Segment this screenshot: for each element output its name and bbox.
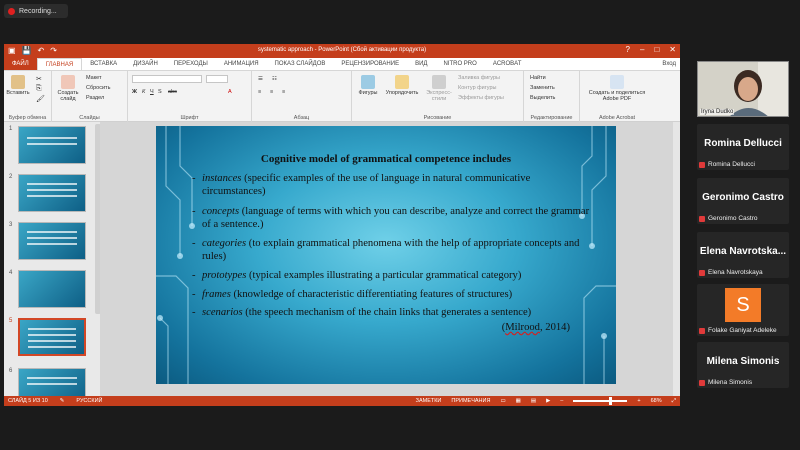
- slide-thumbnail-5[interactable]: [18, 318, 86, 356]
- normal-view-icon[interactable]: ▭: [500, 398, 506, 404]
- close-icon[interactable]: ✕: [669, 45, 676, 54]
- tab-insert[interactable]: ВСТАВКА: [90, 61, 118, 67]
- clipboard-group: [4, 71, 52, 122]
- slides-group-label: Слайды: [79, 115, 100, 121]
- zoom-slider-knob[interactable]: [609, 397, 612, 405]
- maximize-icon[interactable]: □: [654, 45, 660, 54]
- zoom-level[interactable]: 68%: [650, 398, 662, 404]
- slide-bullet: - frames (knowledge of characteristic differentiating features of structures): [192, 289, 513, 300]
- pdf-icon: [610, 75, 624, 89]
- participant-display-name: Elena Navrotska...: [699, 246, 787, 257]
- slide-bullet: - instances (specific examples of the use of language in natural communicative circumstances): [192, 173, 531, 197]
- mic-muted-icon: [699, 380, 705, 386]
- slide-counter: СЛАЙД 5 ИЗ 10: [8, 398, 48, 404]
- bullet-text: (to explain grammatical phenomena with the help of appropriate concepts and rules): [202, 238, 580, 262]
- copy-icon[interactable]: ⎘: [36, 85, 42, 92]
- strikethrough-icon[interactable]: abc: [168, 89, 177, 95]
- participant-name: Romina Dellucci: [708, 161, 755, 168]
- tab-review[interactable]: РЕЦЕНЗИРОВАНИЕ: [341, 61, 400, 67]
- shapes-button[interactable]: [354, 75, 382, 96]
- tab-view[interactable]: ВИД: [415, 61, 428, 67]
- citation-open: (: [501, 322, 506, 333]
- editing-group: [524, 71, 580, 122]
- thumb-number: 5: [9, 318, 13, 324]
- minimize-icon[interactable]: –: [640, 45, 645, 54]
- reading-view-icon[interactable]: ▤: [530, 398, 537, 404]
- sorter-view-icon[interactable]: ▦: [515, 398, 521, 404]
- mic-muted-icon: [699, 328, 705, 334]
- thumb-number: 3: [9, 222, 13, 228]
- cut-icon[interactable]: ✂: [36, 76, 42, 83]
- tab-slideshow[interactable]: ПОКАЗ СЛАЙДОВ: [274, 61, 326, 67]
- arrange-label: Упорядочить: [385, 90, 419, 96]
- align-left-icon[interactable]: ≡: [258, 89, 262, 95]
- tab-acrobat[interactable]: ACROBAT: [492, 61, 522, 67]
- new-slide-label: Создать слайд: [57, 90, 79, 102]
- font-family-select[interactable]: [132, 75, 202, 83]
- editor-scrollbar[interactable]: [673, 122, 680, 396]
- window-controls: [626, 45, 676, 54]
- participant-display-name: Geronimo Castro: [702, 192, 784, 203]
- citation-rest: , 2014): [539, 322, 570, 333]
- thumb-number: 6: [9, 368, 13, 374]
- new-slide-icon: [61, 75, 75, 89]
- bullet-term: instances: [202, 173, 242, 184]
- slide-bullet: - scenarios (the speech mechanism of the chain links that generates a sentence): [192, 307, 532, 318]
- underline-icon[interactable]: Ч: [150, 89, 154, 95]
- participant-tile[interactable]: [697, 178, 789, 224]
- participant-tile[interactable]: [697, 342, 789, 388]
- participant-footer: [699, 161, 787, 168]
- participant-name: Geronimo Castro: [708, 215, 758, 222]
- paragraph-group: [252, 71, 352, 122]
- slide-thumbnail-1[interactable]: [18, 126, 86, 164]
- participant-name: Elena Navrotskaya: [708, 269, 763, 276]
- shape-fill-button[interactable]: Заливка фигуры: [458, 75, 501, 81]
- slideshow-view-icon[interactable]: ▶: [546, 398, 551, 404]
- undo-icon[interactable]: ↶: [37, 46, 45, 55]
- participant-name: Milena Simonis: [708, 379, 753, 386]
- zoom-slider[interactable]: [573, 400, 627, 402]
- numbering-icon[interactable]: ☷: [272, 76, 277, 82]
- clipboard-icon: [11, 75, 25, 89]
- record-dot-icon: [8, 8, 15, 15]
- tab-file[interactable]: ФАЙЛ: [4, 58, 37, 70]
- layout-button[interactable]: Макет: [86, 75, 102, 81]
- format-painter-icon[interactable]: 🖌: [36, 96, 45, 103]
- shapes-label: Фигуры: [358, 90, 378, 96]
- bullet-term: concepts: [202, 206, 240, 217]
- shadow-icon[interactable]: S: [158, 89, 162, 95]
- slide-bullet: - concepts (language of terms with which you can describe, analyze and correct the grammar of a sentence.): [192, 206, 590, 230]
- find-button[interactable]: Найти: [530, 75, 546, 81]
- language-indicator[interactable]: РУССКИЙ: [76, 398, 103, 404]
- thumb-number: 4: [9, 270, 13, 276]
- mic-muted-icon: [699, 216, 705, 222]
- participant-tile[interactable]: [697, 232, 789, 278]
- create-pdf-label: Создать и поделиться Adobe PDF: [588, 90, 646, 102]
- window-title: systematic approach - PowerPoint (Сбой активации продукта): [257, 47, 427, 53]
- tab-transitions[interactable]: ПЕРЕХОДЫ: [173, 61, 208, 67]
- bullet-text: (specific examples of the use of language in natural communicative circumstances): [202, 173, 531, 197]
- slide-thumbnail-4[interactable]: [18, 270, 86, 308]
- ribbon: [4, 71, 680, 122]
- signin-link[interactable]: Вход: [662, 61, 676, 67]
- replace-button[interactable]: Заменить: [530, 85, 555, 91]
- bullet-text: (typical examples illustrating a particular grammatical category): [246, 270, 522, 281]
- drawing-group: [352, 71, 524, 122]
- participant-name: Folake Ganiyat Adeleke: [708, 327, 777, 334]
- section-button[interactable]: Раздел: [86, 95, 105, 101]
- comments-button[interactable]: ПРИМЕЧАНИЯ: [451, 398, 491, 404]
- tab-animation[interactable]: АНИМАЦИЯ: [223, 61, 259, 67]
- status-bar: [4, 396, 680, 406]
- status-right: [416, 396, 676, 406]
- app-icon: ▣: [8, 46, 16, 55]
- slide-title: Cognitive model of grammatical competence includes: [260, 153, 512, 165]
- participant-footer: [699, 327, 787, 334]
- participant-video[interactable]: [697, 61, 789, 117]
- help-icon[interactable]: ?: [625, 45, 630, 54]
- arrange-icon: [395, 75, 409, 89]
- bullet-term: prototypes: [202, 270, 247, 281]
- tab-design[interactable]: ДИЗАЙН: [133, 61, 158, 67]
- drawing-group-label: Рисование: [423, 115, 452, 121]
- citation-name: Milrood: [505, 322, 540, 333]
- ribbon-tabs: [4, 58, 680, 71]
- quick-styles-label: Экспресс-стили: [426, 90, 452, 102]
- participant-footer: [699, 215, 787, 222]
- participant-footer: [699, 269, 787, 276]
- slide-thumbnails-pane: [4, 122, 100, 396]
- reset-button[interactable]: Сбросить: [86, 85, 111, 91]
- arrange-button[interactable]: [382, 75, 422, 96]
- italic-icon[interactable]: К: [142, 89, 146, 95]
- paste-button[interactable]: [6, 75, 30, 96]
- acrobat-group: [580, 71, 654, 122]
- bullet-term: frames: [202, 289, 231, 300]
- align-center-icon[interactable]: ≡: [270, 89, 274, 95]
- participant-display-name: Milena Simonis: [706, 356, 780, 367]
- zoom-in-icon[interactable]: +: [637, 398, 641, 404]
- bullet-text: (language of terms with which you can describe, analyze and correct the grammar of a sentence.): [202, 206, 590, 230]
- acrobat-group-label: Adobe Acrobat: [598, 115, 636, 121]
- spellcheck-icon[interactable]: ✎: [59, 398, 65, 404]
- font-color-icon[interactable]: A: [228, 89, 232, 95]
- participant-tile[interactable]: [697, 124, 789, 170]
- quick-styles-button[interactable]: [422, 75, 456, 102]
- shapes-icon: [361, 75, 375, 89]
- participant-avatar: S: [725, 288, 761, 322]
- participant-video-name: Iryna Dudko: [701, 109, 734, 115]
- tab-nitro[interactable]: NITRO PRO: [443, 61, 477, 67]
- bullets-icon[interactable]: ☰: [258, 76, 263, 82]
- save-icon[interactable]: 💾: [21, 46, 32, 55]
- mic-muted-icon: [699, 270, 705, 276]
- slide-bullet: - categories (to explain grammatical phenomena with the help of appropriate concepts and rules): [192, 238, 580, 262]
- participant-display-name: Romina Dellucci: [704, 138, 782, 149]
- align-right-icon[interactable]: ≡: [282, 89, 286, 95]
- current-slide[interactable]: [156, 126, 616, 384]
- editing-group-label: Редактирование: [530, 115, 573, 121]
- shape-outline-button[interactable]: Контур фигуры: [458, 85, 497, 91]
- bold-icon[interactable]: Ж: [132, 89, 137, 95]
- notes-button[interactable]: ЗАМЕТКИ: [415, 398, 442, 404]
- participant-footer: [699, 379, 787, 386]
- create-pdf-button[interactable]: [582, 75, 652, 102]
- thumb-number: 1: [9, 126, 13, 132]
- status-left: [8, 396, 103, 406]
- title-bar: [4, 44, 680, 58]
- paste-label: Вставить: [6, 90, 30, 96]
- fit-slide-icon[interactable]: ⤢: [671, 398, 676, 404]
- font-size-select[interactable]: [206, 75, 228, 83]
- slide-thumbnail-3[interactable]: [18, 222, 86, 260]
- tab-home[interactable]: ГЛАВНАЯ: [37, 58, 83, 70]
- bullet-text: (the speech mechanism of the chain links that generates a sentence): [242, 307, 532, 318]
- select-button[interactable]: Выделить: [530, 95, 556, 101]
- slide-thumbnail-2[interactable]: [18, 174, 86, 212]
- zoom-out-icon[interactable]: –: [560, 398, 564, 404]
- redo-icon[interactable]: ↷: [50, 46, 57, 55]
- font-group: [128, 71, 252, 122]
- font-group-label: Шрифт: [180, 115, 199, 121]
- recording-indicator: [4, 4, 68, 18]
- bullet-term: scenarios: [202, 307, 243, 318]
- new-slide-button[interactable]: [54, 75, 82, 102]
- quick-styles-icon: [432, 75, 446, 89]
- bullet-term: categories: [202, 238, 247, 249]
- thumb-number: 2: [9, 174, 13, 180]
- slide-bullet: - prototypes (typical examples illustrating a particular grammatical category): [192, 270, 522, 281]
- slide-citation: [502, 322, 570, 333]
- mic-muted-icon: [699, 162, 705, 168]
- bullet-text: (knowledge of characteristic differentiating features of structures): [230, 289, 513, 300]
- clipboard-group-label: Буфер обмена: [8, 115, 47, 121]
- paragraph-group-label: Абзац: [293, 115, 310, 121]
- recording-label: Recording...: [19, 7, 57, 15]
- shape-effects-button[interactable]: Эффекты фигуры: [458, 95, 504, 101]
- slides-group: [52, 71, 128, 122]
- participant-tile[interactable]: [697, 284, 789, 336]
